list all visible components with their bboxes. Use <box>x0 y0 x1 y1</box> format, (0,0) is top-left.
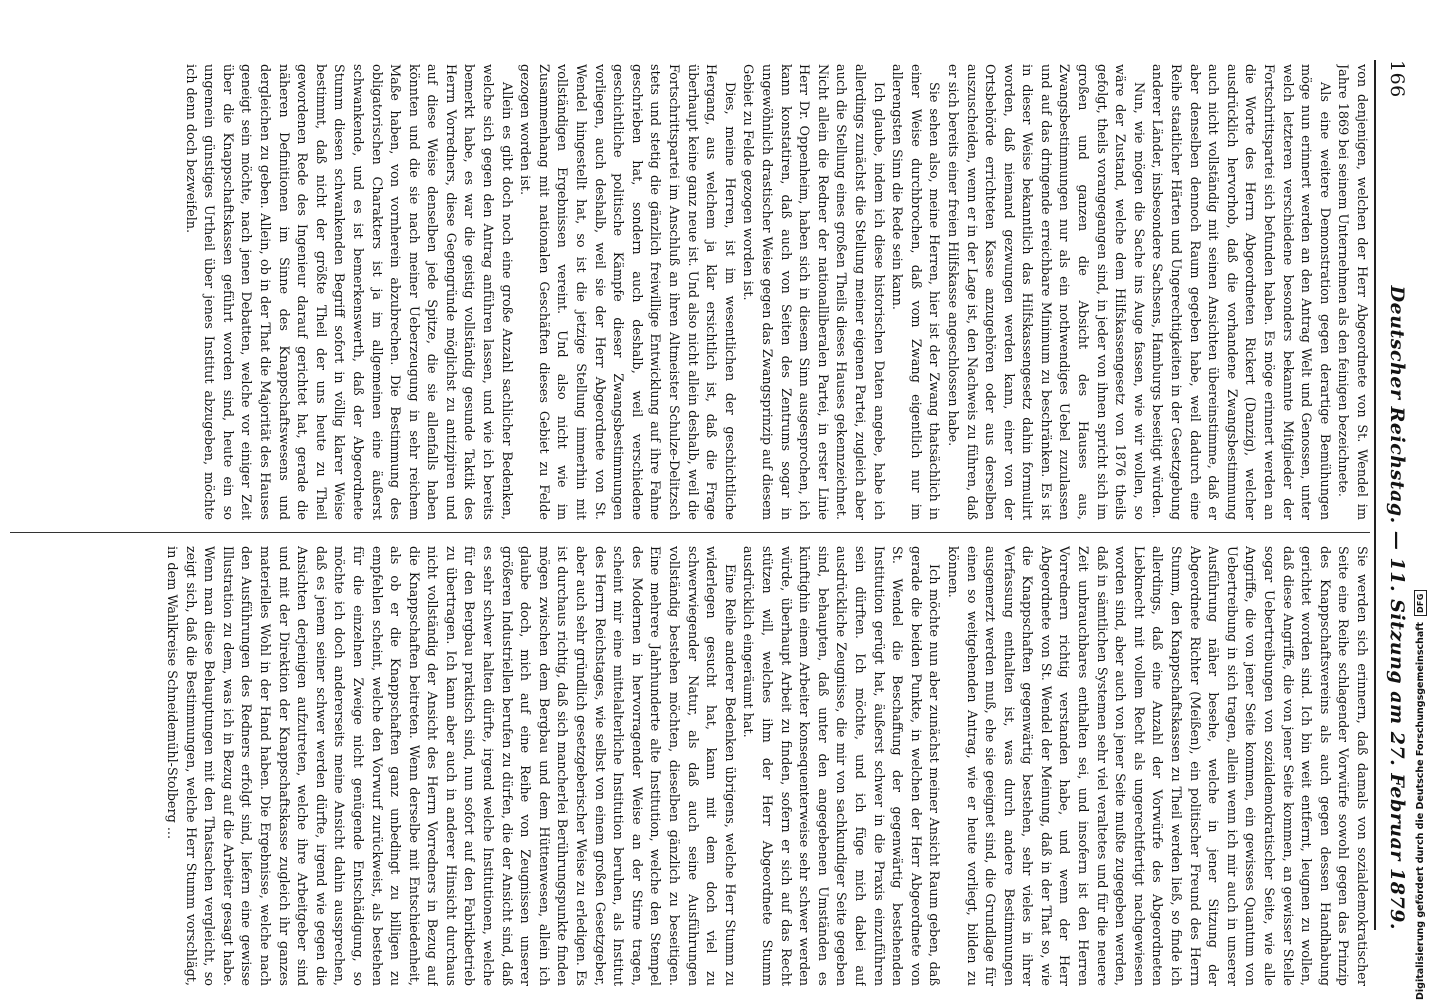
paragraph: Als eine weitere Demonstration gegen derartige Bemühungen möge nun erinnert werden an den Antrag Welt und Genossen, unter welch letzteren verschiedene besonders bekannte Mitglieder der Fortschrittspartei sich befunden haben. Es möge erinnert werden an die Worte des Herrn Abgeordneten Rickert (Danzig), welcher ausdrücklich hervorhob, daß die vorhandene Zwangsbestimmung auch nicht vollständig mit seinen Ansichten übereinstimme, daß er aber denselben dennoch Raum gegeben habe, weil dadurch eine Reihe staatlicher Härten und Ungerechtigkeiten in der Gesetzgebung anderer Länder, insbesondere Sachsens, Hamburgs beseitigt würden. <box>1149 64 1332 520</box>
running-title: Deutscher Reichstag. — 11. Sitzung am 27. Februar 1879. <box>1386 285 1408 930</box>
credit-text: Digitalisierung gefördert durch die Deutsche Forschungsgemeinschaft <box>1414 622 1426 1000</box>
paragraph: Sie werden sich erinnern, daß damals von sozialdemokratischer Seite eine Reihe schlagender Vorwürfe sowohl gegen das Prinzip des Knappschaftsvereins als auch gegen dessen Handhabung gerichtet worden sind. Ich bin weit entfernt, leugnen zu wollen, daß diese Angriffe, die von jener Seite kommen, an gewisser Stelle sogar Uebertreibungen von sozialdemokratischer Seite, wie alle Angriffe, die von jener Seite kommen, ein gewisses Quantum von Uebertreibung in sich tragen, allein wenn ich mir auch in unserer Ausführung näher besehe, welche in jener Sitzung der Abgeordnete Richter (Meißen), ein politischer Freund des Herrn Stumm, den Knappschaftskassen zu Theil werden ließ, so finde ich allerdings, daß eine Anzahl der Vorwürfe des Abgeordneten Liebknecht mit vollem Recht als ungerechtfertigt nachgewiesen worden sind, aber auch von jener Seite mußte zugegeben werden, daß in sämtlichen Systemen sehr viel veraltetes und für die neuere Zeit unbrauchbares enthalten sei, und insofern ist den Herren Vorrednern richtig verstanden habe, und wenn der Herr Abgeordnete von St. Wendel der Meinung, daß in der That so, wie die Knappschaften gegenwärtig bestehen, sehr vieles in ihrer Verfassung enthalten ist, was durch andere Bestimmungen ausgemerzt werden muß, ehe sie geeignet sind, die Grundlage für einen so weitgehenden Antrag, wie er heute vorliegt, bilden zu können. <box>944 546 1369 986</box>
right-column <box>8 546 1370 986</box>
paragraph: Eine Reihe anderer Bedenken übrigens, welche Herr Stumm zu widerlegen gesucht hat, kann mit dem doch viel zu schwerwiegender Natur, als daß auch seine Ausführungen vollständig bestehen möchten, dieselben gänzlich zu beseitigen. Eine mehrere Jahrhunderte alte Institution, welche den Stempel des Modernen in hervorragender Weise an der Stirne tragen, scheint mir eine mittelalterliche Institution beruhen, als Institut des Herrn Reichstages, wie selbst von einem großen Gesetzgeber, aber auch sehr gründlich gesetzgeberischer Weise zu erledigen. Es ist durchaus richtig, daß sich mancherlei Berührungspunkte finden mögen zwischen dem Bergbau und dem Hüttenwesen, allein ich glaube doch, mich auf eine Reihe von Zeugnissen unserer größeren Industriellen berufen zu dürfen, die der Ansicht sind, daß es sehr schwer halten dürfte, irgend welche Institutionen, welche für den Bergbau praktisch sind, nun sofort auf den Fabrikbetrieb zu übertragen. Ich kann aber auch in anderer Hinsicht durchaus nicht vollständig der Ansicht des Herrn Vorredners in Bezug auf die Knappschaften beitreten. Wenn derselbe mit Entschiedenheit, als ob er die Knappschaften ganz unbedingt zu billigen zu empfehlen scheint, welche den Vorwurf zurückweist, als bestehen für die einzelnen Zweige nicht genügende Entschädigung, so möchte ich doch andererseits meine Ansicht dahin aussprechen, daß es jenem seiner schwer werden dürfte, irgend wie gegen die Ansichten derjenigen aufzutreten, welche ihre Arbeitgeber sind und mit der Direktion der Knappschaftskasse zugleich ihr ganzes materielles Wohl in der Hand haben. Die Ergebnisse, welche nach den Ausführungen des Redners erfolgt sind, liefern eine gewisse Illustration zu dem, was ich in Bezug auf die Arbeiter gesagt habe. Wenn man diese Behauptungen mit den Thatsachen vergleicht, so zeigt sich, daß die Bestimmungen, welche Herr Stumm vorschlägt, in dem Wahlkreise Schneidemühl-Stolberg ... <box>164 546 737 986</box>
page-number: 166 <box>1386 60 1408 98</box>
paragraph: von denjenigen, welchen der Herr Abgeordnete von St. Wendel im Jahre 1869 bei seinem Unternehmen als den feinigen bezeichnete. <box>1335 64 1369 520</box>
dfg-logo: DFG <box>1414 590 1427 616</box>
paragraph: Nun, wie mögen die Sache ins Auge fassen, wie wir wollen, so wäre der Zustand, welche dem Hilfskassengesetz von 1876 theils gefolgt, theils vorangegangen sind, in jeder von ihnen spricht sich im großen und ganzen die Absicht des Hauses aus, Zwangsbestimmungen nur als ein nothwendiges Uebel zuzulassen und auf das dringende erreichbare Minimum zu beschränken. Es ist in dieser Weise bekanntlich das Hilfskassengesetz dahin formulirt worden, daß niemand gezwungen werden kann, einer von der Ortsbehörde errichteten Kasse anzugehören oder aus derselben auszuscheiden, wenn er in der Lage ist, den Nachweis zu führen, daß er sich bereits einer freien Hilfskasse angeschlossen habe. <box>944 64 1146 520</box>
paragraph: Ich glaube, indem ich diese historischen Daten angebe, habe ich allerdings zunächst die Stellung meiner eigenen Partei, zugleich aber auch die Stellung eines großen Theils dieses Hauses gekennzeichnet. Nicht allein die Redner der nationalliberalen Partei, in erster Linie Herr Dr. Oppenheim, haben sich in diesem Sinn ausgesprochen, ich kann konstatiren, daß auch von Seiten des Zentrums sogar in ungewöhnlich drastischer Weise gegen das Zwangsprinzip auf diesem Gebiet zu Felde gezogen worden ist. <box>740 64 886 520</box>
paragraph: Sie sehen also, meine Herren, hier ist der Zwang thatsächlich in einer Weise durchbrochen, daß vom Zwang eigentlich nur im allerengsten Sinn die Rede sein kann. <box>889 64 942 520</box>
paragraph: Dies, meine Herren, ist im wesentlichen der geschichtliche Hergang, aus welchem ja klar ersichtlich ist, daß die Frage überhaupt keine ganz neue ist. Und also nicht allein deshalb, weil die Fortschrittspartei im Anschluß an ihren Altmeister Schulze-Delitzsch stets und stetig die gänzlich freiwillige Entwicklung auf ihre Fahne geschrieben hat, sondern auch deshalb, weil verschiedene geschichtliche politische Kämpfe dieser Zwangsbestimmungen vorliegen, auch deshalb, weil sie der Herr Abgeordnete von St. Wendel hingestellt hat, so ist die jetzige Stellung immerhin mit vollständigen Ergebnissen vereint. Und also nicht wie im Zusammenhang mit nationalen Geschäften dieses Gebiet zu Felde gezogen worden ist. <box>517 64 737 520</box>
column-divider <box>10 532 1370 533</box>
running-head <box>1380 60 1414 930</box>
header-rule <box>1374 60 1376 930</box>
paragraph: Allein es gibt doch noch eine große Anzahl sachlicher Bedenken, welche sich gegen den Antrag anführen lassen, und wie ich bereits bemerkt habe, es war die geistig vollständig gesunde Taktik des Herrn Vorredners, diese Gegengründe möglichst zu antizipiren und auf diese Weise denselben jede Spitze, die sie allenfalls haben könnten und die sie nach meiner Ueberzeugung in sehr reichem Maße haben, von vornherein abzubrechen. Die Bestimmung des obligatorischen Charakters ist ja im allgemeinen eine äußerst schwankende, und es ist bemerkenswerth, daß der Abgeordnete Stumm diesen schwankenden Begriff sofort in völlig klarer Weise bestimmt, daß nicht der größte Theil der uns heute zu Theil gewordenen Rede des Ingenieur darauf gerichtet hat, gerade die näheren Definitionen im Sinne des Knappschaftswesens und dergleichen zu geben. Allein, ob in der That die Majorität des Hauses geneigt sein möchte, nach jenen Debatten, welche vor einiger Zeit über die Knappschaftskassen geführt worden sind, heute ein so ungemein günstiges Urtheil über jenes Institut abzugeben, möchte ich denn doch bezweifeln. <box>182 64 514 520</box>
left-column <box>8 64 1370 520</box>
paragraph: Ich möchte nun aber zunächst meiner Ansicht Raum geben, daß gerade die beiden Punkte, in welchen der Herr Abgeordnete von St. Wendel die Beschaffung der gegenwärtig bestehenden Institution gerügt hat, äußerst schwer in die Praxis einzuführen sein dürften. Ich möchte, und ich füge mich dabei auf ausdrückliche Zeugnisse, die mir von sachkundiger Seite gegeben sind, behaupten, daß unter den angegebenen Umständen es künftighin einem Arbeiter konsequenterweise sehr schwer werden würde, überhaupt Arbeit zu finden, sofern er sich auf das Recht stützen will, welches ihm der Herr Abgeordnete Stumm ausdrücklich eingeräumt hat. <box>740 546 942 986</box>
digitization-credit <box>1410 240 1430 1000</box>
